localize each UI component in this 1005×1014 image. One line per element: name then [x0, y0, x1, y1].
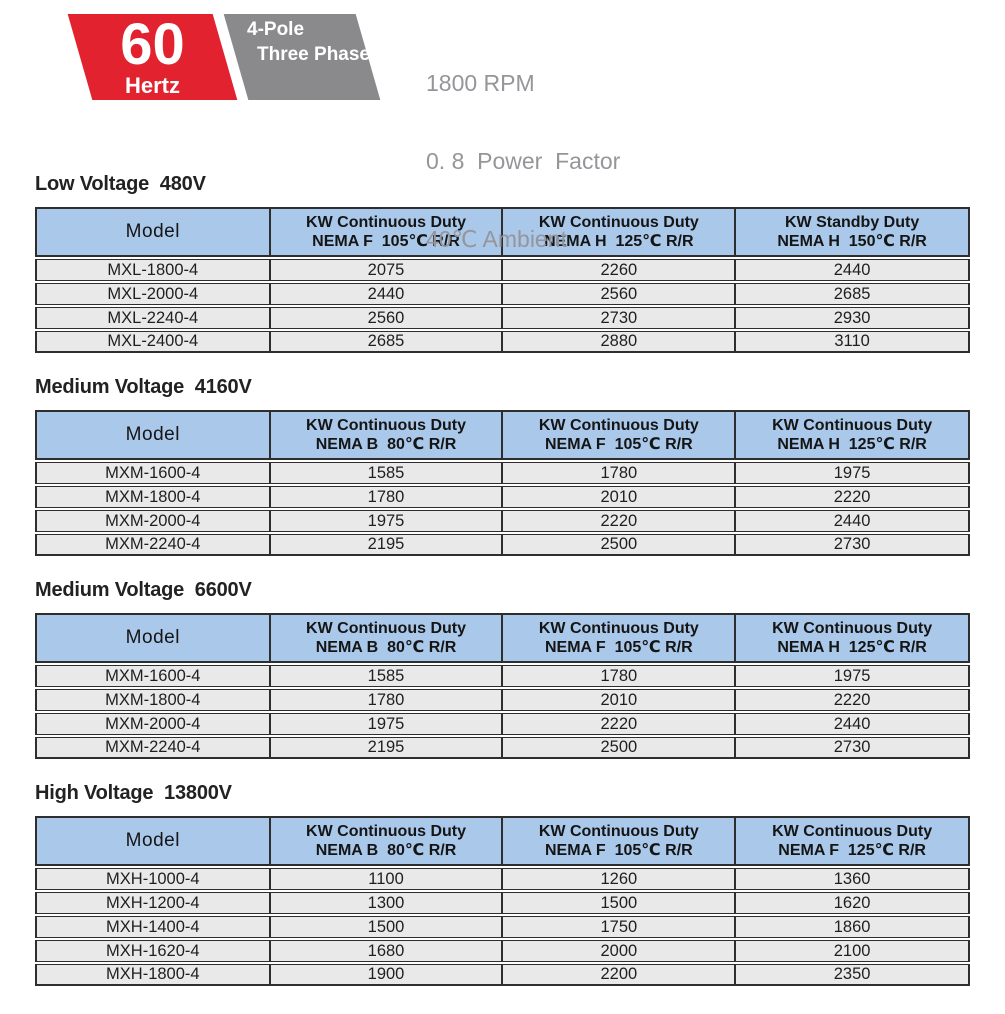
frequency-unit: Hertz — [124, 73, 180, 98]
kw-value-cell: 2200 — [503, 964, 736, 986]
voltage-section — [35, 375, 970, 558]
table-header — [35, 816, 970, 866]
operating-specs — [426, 18, 620, 304]
column-header-line2: NEMA B 80℃ R/R — [315, 639, 457, 656]
model-cell: MXM-2000-4 — [35, 713, 271, 735]
model-cell: MXL-2000-4 — [35, 283, 271, 305]
model-cell: MXM-2240-4 — [35, 534, 271, 556]
table-row — [35, 892, 970, 914]
spec-rpm: 1800 RPM — [426, 70, 535, 96]
kw-value-cell: 2500 — [503, 737, 736, 759]
kw-value-cell: 1300 — [271, 892, 504, 914]
kw-column-header — [503, 816, 736, 866]
column-header-line2: NEMA F 105℃ R/R — [312, 233, 460, 250]
table-body — [35, 868, 970, 986]
pole-label: 4-Pole — [247, 19, 305, 40]
column-header-line2: NEMA H 150℃ R/R — [777, 233, 927, 250]
kw-value-cell: 2220 — [503, 510, 736, 532]
kw-value-cell: 1860 — [736, 916, 970, 938]
column-header-line2: NEMA B 80℃ R/R — [315, 436, 457, 453]
kw-value-cell: 1680 — [271, 940, 504, 962]
column-header-line2: NEMA H 125℃ R/R — [777, 436, 927, 453]
model-column-header: Model — [35, 613, 271, 663]
kw-value-cell: 1975 — [736, 462, 970, 484]
kw-value-cell: 1975 — [736, 665, 970, 687]
column-header-line1: KW Continuous Duty — [538, 823, 699, 840]
kw-value-cell: 1780 — [271, 689, 504, 711]
kw-value-cell: 1620 — [736, 892, 970, 914]
kw-value-cell: 2220 — [736, 486, 970, 508]
model-cell: MXH-1800-4 — [35, 964, 271, 986]
kw-column-header — [736, 410, 970, 460]
kw-value-cell: 2685 — [736, 283, 970, 305]
model-cell: MXM-1600-4 — [35, 665, 271, 687]
section-title: High Voltage 13800V — [35, 782, 232, 804]
kw-value-cell: 2075 — [271, 259, 504, 281]
model-cell: MXM-2000-4 — [35, 510, 271, 532]
kw-value-cell: 2195 — [271, 737, 504, 759]
kw-value-cell: 2010 — [503, 486, 736, 508]
kw-value-cell: 2685 — [271, 331, 504, 353]
section-title: Low Voltage 480V — [35, 173, 206, 195]
phase-label: Three Phase — [257, 44, 370, 65]
kw-value-cell: 2000 — [503, 940, 736, 962]
kw-value-cell: 1585 — [271, 462, 504, 484]
model-column-header: Model — [35, 816, 271, 866]
section-title: Medium Voltage 4160V — [35, 376, 252, 398]
kw-value-cell: 1500 — [503, 892, 736, 914]
table-row — [35, 713, 970, 735]
kw-value-cell: 2500 — [503, 534, 736, 556]
table-body — [35, 665, 970, 759]
kw-column-header — [271, 816, 504, 866]
kw-value-cell: 2195 — [271, 534, 504, 556]
section-title: Medium Voltage 6600V — [35, 579, 252, 601]
kw-value-cell: 1975 — [271, 713, 504, 735]
table-header — [35, 613, 970, 663]
kw-value-cell: 2930 — [736, 307, 970, 329]
header-row — [35, 410, 970, 460]
column-header-line2: NEMA F 105℃ R/R — [544, 842, 693, 859]
voltage-section — [35, 578, 970, 761]
table-row — [35, 307, 970, 329]
table-row — [35, 916, 970, 938]
kw-column-header — [503, 410, 736, 460]
column-header-line2: NEMA H 125℃ R/R — [544, 233, 694, 250]
header-row — [35, 613, 970, 663]
kw-value-cell: 1500 — [271, 916, 504, 938]
kw-value-cell: 2730 — [736, 737, 970, 759]
kw-value-cell: 2440 — [736, 510, 970, 532]
table-row — [35, 331, 970, 353]
kw-value-cell: 1360 — [736, 868, 970, 890]
kw-column-header — [736, 613, 970, 663]
kw-value-cell: 1780 — [503, 462, 736, 484]
model-cell: MXH-1620-4 — [35, 940, 271, 962]
kw-value-cell: 2560 — [271, 307, 504, 329]
column-header-line1: KW Continuous Duty — [772, 823, 933, 840]
kw-value-cell: 2100 — [736, 940, 970, 962]
kw-column-header — [736, 816, 970, 866]
column-header-line1: KW Continuous Duty — [772, 620, 933, 637]
kw-value-cell: 2260 — [503, 259, 736, 281]
column-header-line2: NEMA B 80℃ R/R — [315, 842, 457, 859]
model-column-header: Model — [35, 207, 271, 257]
column-header-line1: KW Continuous Duty — [306, 214, 466, 231]
table-row — [35, 868, 970, 890]
model-cell: MXH-1400-4 — [35, 916, 271, 938]
column-header-line1: KW Continuous Duty — [538, 214, 699, 231]
frequency-value: 60 — [120, 12, 185, 77]
table-row — [35, 462, 970, 484]
kw-value-cell: 2350 — [736, 964, 970, 986]
model-cell: MXM-2240-4 — [35, 737, 271, 759]
kw-value-cell: 2220 — [736, 689, 970, 711]
model-cell: MXH-1000-4 — [35, 868, 271, 890]
kw-value-cell: 2010 — [503, 689, 736, 711]
spec-power-factor: 0. 8 Power Factor — [426, 148, 621, 174]
kw-value-cell: 2440 — [271, 283, 504, 305]
column-header-line2: NEMA F 125℃ R/R — [778, 842, 926, 859]
kw-value-cell: 2880 — [503, 331, 736, 353]
kw-value-cell: 1975 — [271, 510, 504, 532]
kw-value-cell: 1780 — [503, 665, 736, 687]
kw-value-cell: 2730 — [503, 307, 736, 329]
spec-table — [35, 408, 970, 558]
table-row — [35, 737, 970, 759]
kw-value-cell: 2220 — [503, 713, 736, 735]
kw-value-cell: 1260 — [503, 868, 736, 890]
model-column-header: Model — [35, 410, 271, 460]
table-header — [35, 410, 970, 460]
column-header-line1: KW Continuous Duty — [538, 620, 699, 637]
table-row — [35, 510, 970, 532]
table-row — [35, 665, 970, 687]
table-body — [35, 462, 970, 556]
kw-value-cell: 2440 — [736, 713, 970, 735]
kw-value-cell: 3110 — [736, 331, 970, 353]
column-header-line1: KW Continuous Duty — [306, 417, 466, 434]
model-cell: MXL-2240-4 — [35, 307, 271, 329]
table-row — [35, 486, 970, 508]
column-header-line2: NEMA F 105℃ R/R — [544, 639, 693, 656]
column-header-line2: NEMA H 125℃ R/R — [777, 639, 927, 656]
model-cell: MXM-1800-4 — [35, 689, 271, 711]
table-row — [35, 689, 970, 711]
kw-value-cell: 1100 — [271, 868, 504, 890]
column-header-line1: KW Continuous Duty — [538, 417, 699, 434]
kw-value-cell: 2560 — [503, 283, 736, 305]
kw-value-cell: 2730 — [736, 534, 970, 556]
table-row — [35, 534, 970, 556]
spec-table — [35, 814, 970, 988]
kw-value-cell: 2440 — [736, 259, 970, 281]
kw-value-cell: 1900 — [271, 964, 504, 986]
kw-value-cell: 1750 — [503, 916, 736, 938]
column-header-line1: KW Standby Duty — [785, 214, 920, 231]
spec-table — [35, 611, 970, 761]
kw-column-header — [736, 207, 970, 257]
kw-column-header — [503, 613, 736, 663]
spec-ambient: 40℃ Ambient — [426, 226, 567, 252]
kw-column-header — [271, 410, 504, 460]
model-cell: MXH-1200-4 — [35, 892, 271, 914]
column-header-line1: KW Continuous Duty — [306, 620, 466, 637]
header-row — [35, 816, 970, 866]
column-header-line1: KW Continuous Duty — [306, 823, 466, 840]
table-row — [35, 940, 970, 962]
column-header-line1: KW Continuous Duty — [772, 417, 933, 434]
kw-column-header — [271, 613, 504, 663]
table-row — [35, 964, 970, 986]
column-header-line2: NEMA F 105℃ R/R — [544, 436, 693, 453]
model-cell: MXL-2400-4 — [35, 331, 271, 353]
model-cell: MXM-1800-4 — [35, 486, 271, 508]
kw-value-cell: 1585 — [271, 665, 504, 687]
model-cell: MXL-1800-4 — [35, 259, 271, 281]
voltage-section — [35, 781, 970, 988]
kw-value-cell: 1780 — [271, 486, 504, 508]
model-cell: MXM-1600-4 — [35, 462, 271, 484]
